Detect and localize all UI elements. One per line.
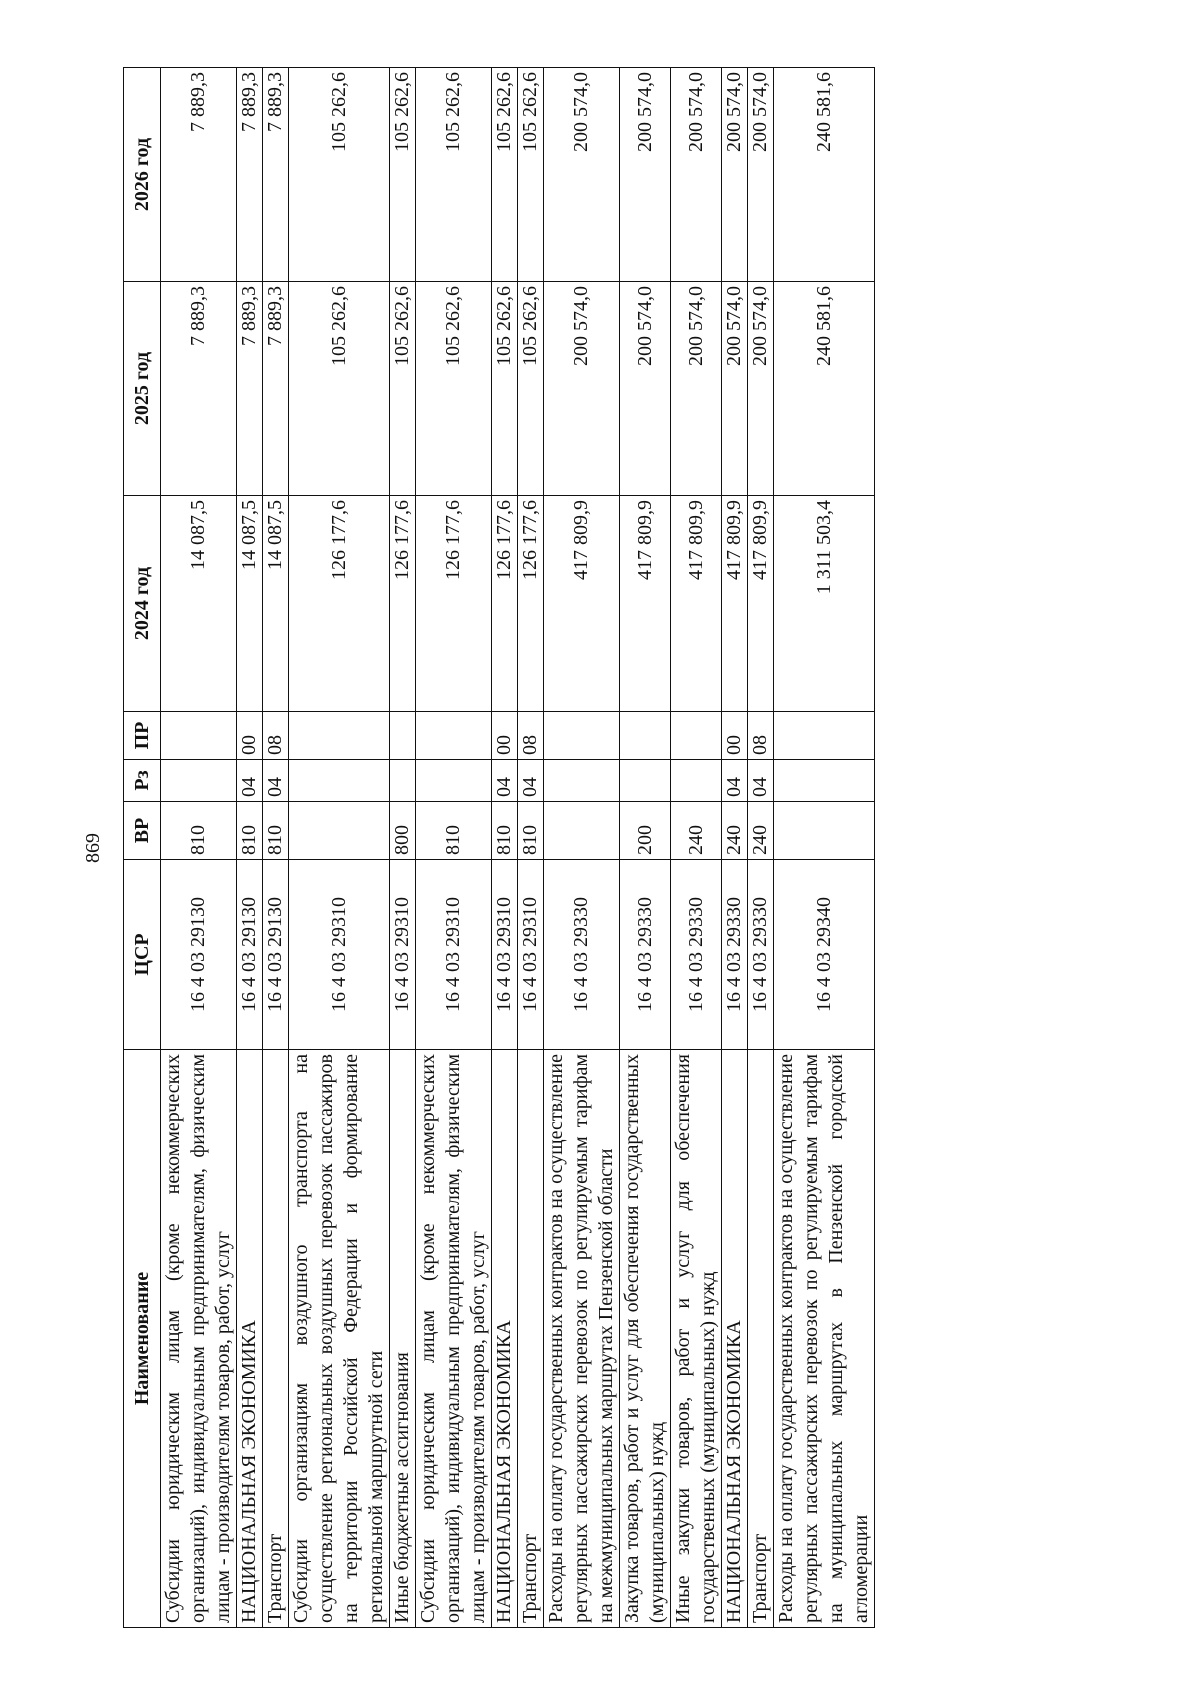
cell-2024: 14 087,5 — [237, 496, 263, 712]
rotated-content — [78, 68, 1026, 1628]
cell-2024: 126 177,6 — [416, 496, 492, 712]
cell-2025: 105 262,6 — [416, 282, 492, 496]
cell-2026: 105 262,6 — [289, 68, 390, 282]
cell-name: Закупка товаров, работ и услуг для обеспечения государственных (муниципальных) нужд — [620, 1050, 671, 1628]
cell-pr: 08 — [263, 712, 289, 760]
cell-name: НАЦИОНАЛЬНАЯ ЭКОНОМИКА — [722, 1050, 748, 1628]
cell-rz: 04 — [722, 760, 748, 802]
cell-vr — [774, 802, 875, 860]
cell-rz: 04 — [748, 760, 774, 802]
cell-2026: 105 262,6 — [518, 68, 544, 282]
cell-rz — [774, 760, 875, 802]
table-row — [390, 68, 416, 1628]
cell-vr: 810 — [518, 802, 544, 860]
table-row — [289, 68, 390, 1628]
cell-vr: 810 — [161, 802, 237, 860]
table-row — [722, 68, 748, 1628]
cell-2025: 200 574,0 — [544, 282, 620, 496]
cell-rz: 04 — [492, 760, 518, 802]
cell-2025: 7 889,3 — [161, 282, 237, 496]
cell-csr: 16 4 03 29310 — [289, 860, 390, 1050]
cell-pr — [774, 712, 875, 760]
cell-name: Транспорт — [748, 1050, 774, 1628]
header-2025: 2025 год — [124, 282, 161, 496]
cell-vr: 810 — [416, 802, 492, 860]
table-row — [544, 68, 620, 1628]
cell-2026: 200 574,0 — [620, 68, 671, 282]
header-rz: Рз — [124, 760, 161, 802]
cell-2026: 200 574,0 — [722, 68, 748, 282]
cell-name: НАЦИОНАЛЬНАЯ ЭКОНОМИКА — [492, 1050, 518, 1628]
cell-name: Субсидии юридическим лицам (кроме некоммерческих организаций), индивидуальным предпринимателям, физическим лицам - производителям товаров, работ, услуг — [416, 1050, 492, 1628]
cell-2024: 126 177,6 — [390, 496, 416, 712]
cell-vr: 240 — [671, 802, 722, 860]
cell-name: Иные бюджетные ассигнования — [390, 1050, 416, 1628]
cell-2025: 105 262,6 — [518, 282, 544, 496]
cell-pr — [544, 712, 620, 760]
cell-pr: 00 — [237, 712, 263, 760]
cell-2024: 126 177,6 — [289, 496, 390, 712]
cell-rz — [671, 760, 722, 802]
table-row — [416, 68, 492, 1628]
cell-pr — [416, 712, 492, 760]
cell-vr: 240 — [722, 802, 748, 860]
budget-table — [123, 67, 875, 1628]
cell-pr: 08 — [518, 712, 544, 760]
cell-vr: 200 — [620, 802, 671, 860]
cell-vr: 800 — [390, 802, 416, 860]
cell-pr — [671, 712, 722, 760]
cell-rz: 04 — [263, 760, 289, 802]
cell-csr: 16 4 03 29340 — [774, 860, 875, 1050]
cell-2025: 200 574,0 — [748, 282, 774, 496]
cell-rz — [544, 760, 620, 802]
cell-2025: 7 889,3 — [263, 282, 289, 496]
cell-pr — [289, 712, 390, 760]
cell-csr: 16 4 03 29330 — [748, 860, 774, 1050]
cell-pr: 00 — [722, 712, 748, 760]
cell-csr: 16 4 03 29310 — [390, 860, 416, 1050]
table-row — [671, 68, 722, 1628]
cell-2025: 105 262,6 — [289, 282, 390, 496]
cell-vr: 240 — [748, 802, 774, 860]
cell-2024: 14 087,5 — [263, 496, 289, 712]
cell-2025: 200 574,0 — [722, 282, 748, 496]
table-row — [774, 68, 875, 1628]
cell-csr: 16 4 03 29130 — [237, 860, 263, 1050]
cell-2024: 126 177,6 — [492, 496, 518, 712]
cell-name: Транспорт — [518, 1050, 544, 1628]
table-row — [492, 68, 518, 1628]
cell-2026: 7 889,3 — [161, 68, 237, 282]
cell-csr: 16 4 03 29310 — [518, 860, 544, 1050]
cell-2024: 1 311 503,4 — [774, 496, 875, 712]
cell-2024: 417 809,9 — [544, 496, 620, 712]
cell-2025: 200 574,0 — [620, 282, 671, 496]
cell-2025: 105 262,6 — [492, 282, 518, 496]
cell-rz — [289, 760, 390, 802]
cell-2026: 200 574,0 — [544, 68, 620, 282]
cell-pr — [161, 712, 237, 760]
cell-pr — [620, 712, 671, 760]
table-body — [161, 68, 875, 1628]
cell-vr — [289, 802, 390, 860]
cell-name: Субсидии организациям воздушного транспорта на осуществление региональных воздушных перевозок пассажиров на территории Российской Федерации и формирование региональной маршрутной сети — [289, 1050, 390, 1628]
cell-rz — [390, 760, 416, 802]
header-name: Наименование — [124, 1050, 161, 1628]
cell-2026: 105 262,6 — [416, 68, 492, 282]
cell-pr: 00 — [492, 712, 518, 760]
cell-2026: 200 574,0 — [748, 68, 774, 282]
cell-2025: 240 581,6 — [774, 282, 875, 496]
cell-2024: 417 809,9 — [722, 496, 748, 712]
cell-csr: 16 4 03 29310 — [416, 860, 492, 1050]
header-2024: 2024 год — [124, 496, 161, 712]
cell-pr — [390, 712, 416, 760]
cell-vr — [544, 802, 620, 860]
cell-2024: 14 087,5 — [161, 496, 237, 712]
table-row — [237, 68, 263, 1628]
cell-2025: 200 574,0 — [671, 282, 722, 496]
cell-2026: 105 262,6 — [390, 68, 416, 282]
cell-rz — [161, 760, 237, 802]
cell-csr: 16 4 03 29130 — [263, 860, 289, 1050]
cell-vr: 810 — [492, 802, 518, 860]
cell-csr: 16 4 03 29330 — [722, 860, 748, 1050]
cell-csr: 16 4 03 29330 — [671, 860, 722, 1050]
cell-2024: 417 809,9 — [671, 496, 722, 712]
cell-rz: 04 — [518, 760, 544, 802]
cell-rz — [416, 760, 492, 802]
table-row — [748, 68, 774, 1628]
cell-2026: 200 574,0 — [671, 68, 722, 282]
table-row — [620, 68, 671, 1628]
cell-vr: 810 — [237, 802, 263, 860]
cell-csr: 16 4 03 29330 — [544, 860, 620, 1050]
cell-name: Расходы на оплату государственных контрактов на осуществление регулярных пассажирских перевозок по регулируемым тарифам на муниципальных маршрутах в Пензенской городской агломерации — [774, 1050, 875, 1628]
cell-2025: 7 889,3 — [237, 282, 263, 496]
header-pr: ПР — [124, 712, 161, 760]
table-header-row — [124, 68, 161, 1628]
header-csr: ЦСР — [124, 860, 161, 1050]
cell-2026: 240 581,6 — [774, 68, 875, 282]
table-row — [161, 68, 237, 1628]
cell-csr: 16 4 03 29310 — [492, 860, 518, 1050]
cell-csr: 16 4 03 29330 — [620, 860, 671, 1050]
cell-pr: 08 — [748, 712, 774, 760]
table-row — [263, 68, 289, 1628]
page-number: 869 — [82, 833, 104, 863]
cell-csr: 16 4 03 29130 — [161, 860, 237, 1050]
cell-2026: 7 889,3 — [237, 68, 263, 282]
cell-rz: 04 — [237, 760, 263, 802]
cell-2026: 7 889,3 — [263, 68, 289, 282]
cell-rz — [620, 760, 671, 802]
cell-vr: 810 — [263, 802, 289, 860]
header-2026: 2026 год — [124, 68, 161, 282]
cell-2024: 417 809,9 — [748, 496, 774, 712]
cell-name: НАЦИОНАЛЬНАЯ ЭКОНОМИКА — [237, 1050, 263, 1628]
cell-name: Расходы на оплату государственных контрактов на осуществление регулярных пассажирских перевозок по регулируемым тарифам на межмуниципальных маршрутах Пензенской области — [544, 1050, 620, 1628]
cell-2024: 417 809,9 — [620, 496, 671, 712]
header-vr: ВР — [124, 802, 161, 860]
cell-2025: 105 262,6 — [390, 282, 416, 496]
cell-2024: 126 177,6 — [518, 496, 544, 712]
cell-2026: 105 262,6 — [492, 68, 518, 282]
cell-name: Субсидии юридическим лицам (кроме некоммерческих организаций), индивидуальным предпринимателям, физическим лицам - производителям товаров, работ, услуг — [161, 1050, 237, 1628]
table-row — [518, 68, 544, 1628]
cell-name: Иные закупки товаров, работ и услуг для обеспечения государственных (муниципальных) нужд — [671, 1050, 722, 1628]
cell-name: Транспорт — [263, 1050, 289, 1628]
